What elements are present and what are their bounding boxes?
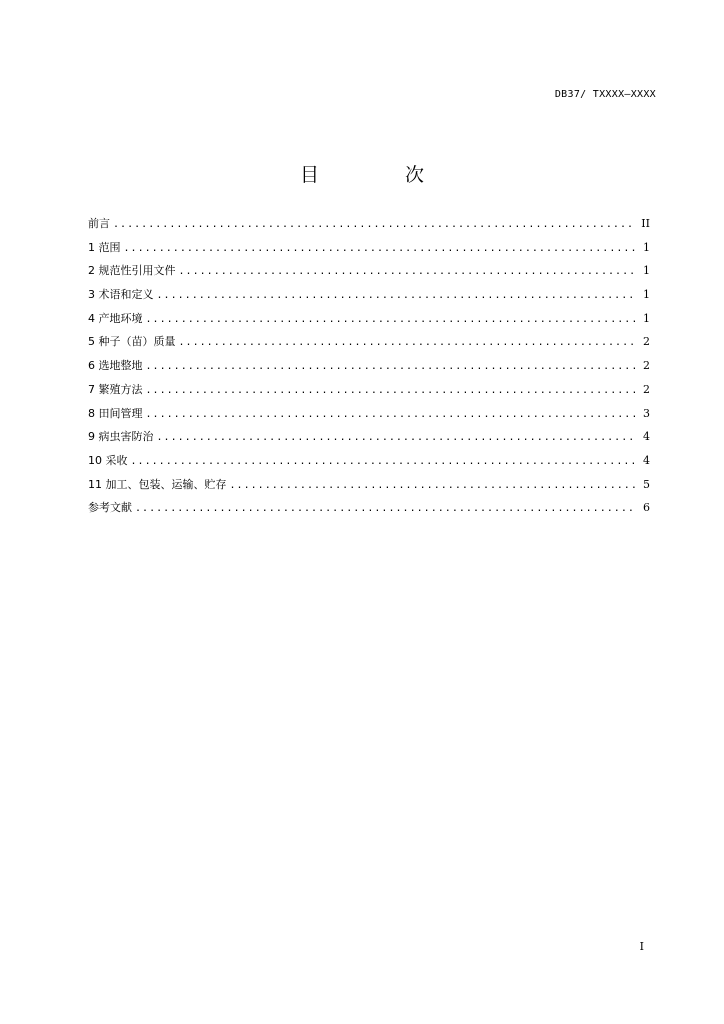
toc-leader-dots	[230, 478, 638, 494]
toc-entry-label: 8 田间管理	[88, 406, 143, 420]
toc-entry-page: II	[641, 217, 650, 230]
toc-entry-label: 参考文献	[88, 501, 132, 515]
toc-entry-production-environment[interactable]	[88, 311, 650, 335]
toc-entry-terms-definitions[interactable]	[88, 287, 650, 311]
toc-entry-label: 4 产地环境	[88, 311, 143, 325]
toc-leader-dots	[113, 217, 635, 233]
toc-entry-normative-references[interactable]	[88, 263, 650, 287]
toc-list	[88, 216, 650, 524]
toc-leader-dots	[146, 407, 638, 423]
toc-entry-page: 4	[643, 430, 650, 444]
toc-entry-propagation[interactable]	[88, 382, 650, 406]
toc-leader-dots	[124, 241, 638, 257]
toc-leader-dots	[157, 430, 638, 446]
toc-leader-dots	[179, 335, 638, 351]
page-number: I	[639, 940, 644, 953]
toc-entry-label: 5 种子（苗）质量	[88, 335, 176, 349]
toc-entry-page: 2	[643, 382, 650, 396]
toc-entry-page: 5	[643, 477, 650, 491]
toc-entry-label: 2 规范性引用文件	[88, 264, 176, 278]
toc-entry-site-preparation[interactable]	[88, 358, 650, 382]
toc-entry-page: 3	[643, 406, 650, 420]
toc-entry-label: 1 范围	[88, 240, 121, 254]
toc-entry-label: 9 病虫害防治	[88, 430, 154, 444]
toc-entry-processing-storage[interactable]	[88, 477, 650, 501]
toc-leader-dots	[146, 359, 638, 375]
toc-entry-page: 1	[643, 240, 650, 254]
toc-entry-page: 2	[643, 359, 650, 373]
toc-title: 目 次	[299, 164, 465, 186]
toc-leader-dots	[146, 383, 638, 399]
toc-entry-page: 1	[643, 288, 650, 302]
toc-leader-dots	[135, 501, 637, 517]
toc-entry-pest-control[interactable]	[88, 429, 650, 453]
toc-entry-page: 1	[643, 311, 650, 325]
toc-leader-dots	[179, 264, 638, 280]
toc-entry-label: 11 加工、包装、运输、贮存	[88, 477, 227, 491]
toc-entry-page: 4	[643, 453, 650, 467]
toc-entry-label: 前言	[88, 217, 110, 230]
toc-entry-label: 10 采收	[88, 453, 128, 467]
toc-entry-harvest[interactable]	[88, 453, 650, 477]
toc-entry-label: 7 繁殖方法	[88, 382, 143, 396]
toc-entry-seed-quality[interactable]	[88, 334, 650, 358]
toc-entry-page: 1	[643, 264, 650, 278]
toc-entry-foreword[interactable]	[88, 216, 650, 240]
toc-leader-dots	[146, 312, 638, 328]
toc-entry-label: 6 选地整地	[88, 359, 143, 373]
toc-entry-label: 3 术语和定义	[88, 288, 154, 302]
toc-entry-scope[interactable]	[88, 240, 650, 264]
toc-entry-bibliography[interactable]	[88, 500, 650, 524]
toc-entry-field-management[interactable]	[88, 406, 650, 430]
document-code: DB37/ TXXXX—XXXX	[554, 89, 656, 100]
toc-leader-dots	[131, 454, 638, 470]
toc-leader-dots	[157, 288, 638, 304]
toc-entry-page: 2	[643, 335, 650, 349]
toc-entry-page: 6	[643, 501, 650, 515]
